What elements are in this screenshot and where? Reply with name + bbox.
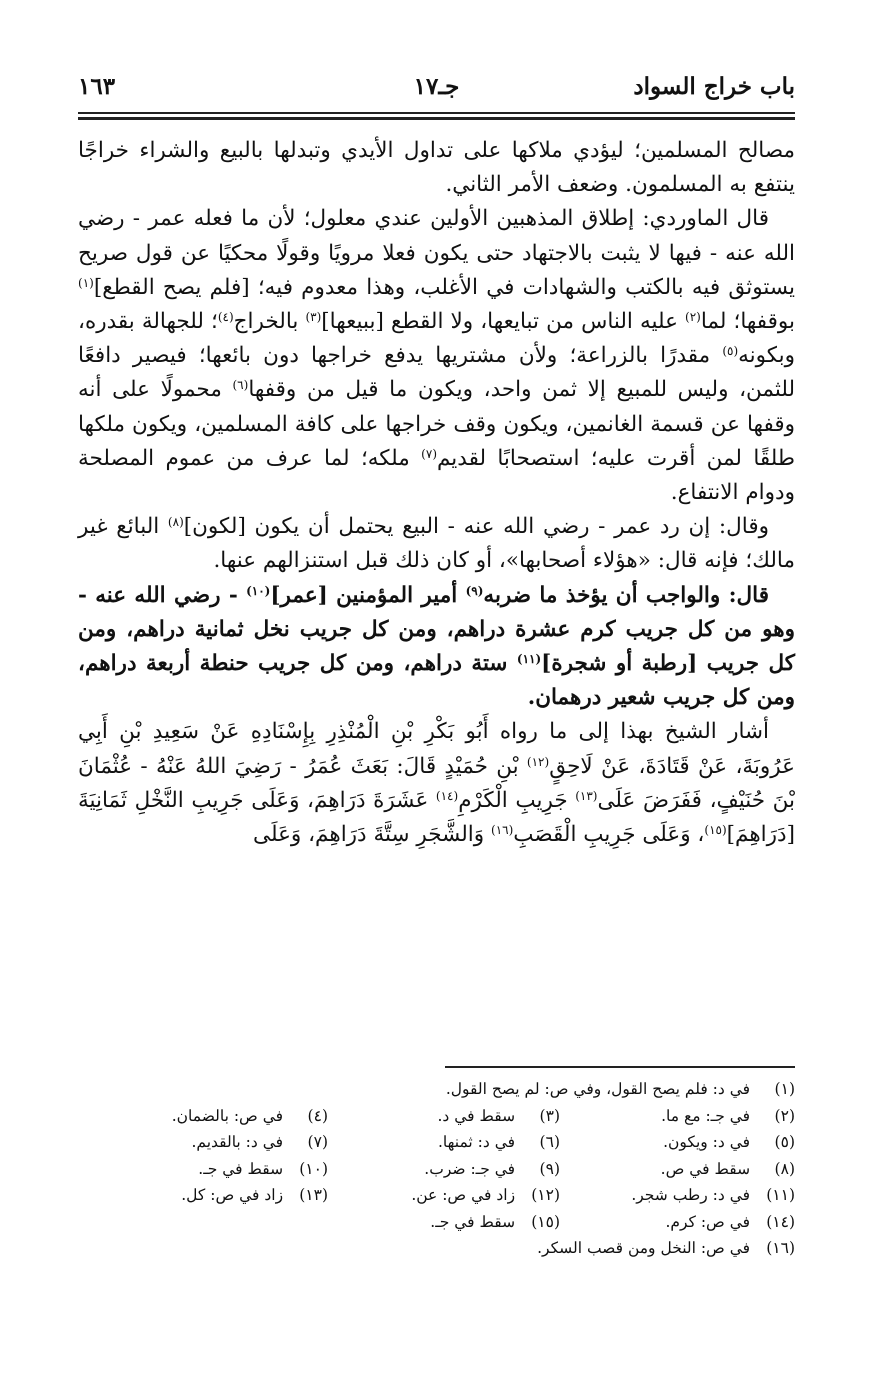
text-run: وَالشَّجَرِ سِتَّةَ دَرَاهِمَ، وَعَلَى	[253, 822, 491, 848]
main-text	[78, 134, 795, 852]
footnote-number: (٨)	[774, 1159, 795, 1178]
footnote-item	[198, 1156, 328, 1183]
footnote-marker: (١٢)	[526, 754, 550, 769]
footnote-number: (١٣)	[299, 1186, 328, 1204]
text-run: البائع غير مالك؛ فإنه قال: «هؤلاء أصحابها»، أو كان ذلك قبل استنزالهم عنها.	[78, 514, 795, 574]
text-run: عَشَرَةَ دَرَاهِمَ، وَعَلَى جَرِيبِ النَّخْلِ ثَمَانِيَةَ [دَرَاهِمَ]	[78, 787, 795, 848]
text-run: وقال: إن رد عمر - رضي الله عنه - البيع يحتمل أن يكون [لكون]	[183, 514, 769, 540]
footnote-item	[328, 1129, 560, 1156]
paragraph-5	[78, 715, 795, 852]
footnote-marker: (٣)	[305, 310, 322, 325]
text-run: بوقفها؛ لما	[700, 309, 796, 335]
text-run: قال: والواجب أن يؤخذ ما ضربه	[483, 582, 769, 608]
footnote-row	[78, 1209, 795, 1236]
footnote-number: (٤)	[307, 1106, 328, 1125]
footnote-row	[78, 1076, 795, 1103]
footnote-text: زاد في ص: عن.	[411, 1186, 516, 1204]
footnote-text: سقط في جـ.	[430, 1212, 516, 1231]
running-header	[78, 68, 795, 104]
text-run: ستة دراهم، ومن كل جريب حنطة أربعة دراهم، ومن كل جريب شعير درهمان.	[78, 651, 795, 711]
footnote-row	[78, 1103, 795, 1130]
text-run: - رضي الله عنه - وهو من كل جريب كرم عشرة دراهم، ومن كل جريب نخل ثمانية دراهم، ومن كل جريب [رطبة أو شجرة]	[78, 582, 795, 677]
footnote-item	[560, 1129, 795, 1156]
footnote-number: (٢)	[774, 1106, 795, 1125]
text-run: عليه الناس من تبايعها، ولا القطع [ببيعها]	[321, 309, 686, 335]
footnote-item	[560, 1103, 795, 1130]
header-rule-thick	[78, 117, 795, 120]
page-number: ١٦٣	[78, 72, 116, 100]
paragraph-4-matn	[78, 579, 795, 716]
footnote-number: (١٥)	[531, 1212, 560, 1231]
footnote-marker: (٥)	[722, 344, 739, 359]
header-rule-thin	[78, 112, 795, 114]
footnote-item	[328, 1209, 560, 1236]
footnote-marker: (١)	[78, 275, 94, 290]
footnote-number: (١)	[774, 1080, 795, 1098]
footnote-item	[537, 1235, 795, 1262]
footnote-item	[181, 1182, 328, 1209]
footnote-item	[560, 1209, 795, 1236]
text-run: جَرِيبِ الْكَرْمِ	[458, 787, 576, 813]
footnote-number: (١٢)	[531, 1186, 560, 1204]
footnote-marker: (١٠)	[246, 583, 271, 598]
footnote-marker: (٩)	[465, 583, 484, 598]
text-run: قال الماوردي: إطلاق المذهبين الأولين عندي معلول؛ لأن ما فعله عمر - رضي الله عنه - فيها لا يثبت بالاجتهاد حتى يكون فعلا مرويًا وقولًا محكيًا عن قول صريح يستوثق فيه بالكتب والشهادات في الأغلب، وهذا معدوم فيه؛ [فلم يصح القطع]	[78, 206, 795, 300]
text-run: مقدرًا بالزراعة؛ ولأن مشتريها يدفع خراجها دون بائعها؛ فيصير دافعًا للثمن، وليس للمبيع إلا ثمن واحد، ويكون ما قيل من وقفها	[78, 343, 796, 403]
footnote-text: زاد في ص: كل.	[181, 1186, 284, 1204]
text-run: أشار الشيخ بهذا إلى ما رواه أَبُو بَكْرِ بْنِ الْمُنْذِرِ بِإِسْنَادِهِ عَنْ سَعِيدِ بْنِ أَبِي عَرُوبَةَ، عَنْ قَتَادَةَ، عَنْ لَاحِقٍ	[78, 719, 795, 779]
footnote-item	[328, 1156, 560, 1183]
volume-label: جـ١٧	[413, 72, 460, 100]
footnote-text: في جـ: ضرب.	[424, 1159, 516, 1178]
footnote-number: (١٦)	[766, 1239, 795, 1257]
paragraph-1: مصالح المسلمين؛ ليؤدي ملاكها على تداول الأيدي وتبدلها بالبيع والشراء خراجًا ينتفع به المسلمون. وضعف الأمر الثاني.	[78, 138, 795, 198]
footnote-number: (٧)	[307, 1133, 328, 1151]
footnote-text: في ص: كرم.	[665, 1212, 751, 1231]
footnote-marker: (١١)	[516, 652, 542, 667]
footnote-marker: (٢)	[685, 310, 701, 325]
footnote-item	[328, 1103, 560, 1130]
text-run: ملكه؛ لما عرف من عموم المصلحة ودوام الانتفاع.	[78, 445, 795, 506]
footnote-text: في د: فلم يصح القول، وفي ص: لم يصح القول.	[445, 1080, 751, 1098]
text-run: بالخراج	[233, 309, 306, 335]
footnote-text: في د: ويكون.	[663, 1133, 751, 1151]
footnote-text: في د: بالقديم.	[191, 1133, 284, 1151]
footnote-text: في ص: النخل ومن قصب السكر.	[537, 1239, 751, 1257]
footnote-text: سقط في جـ.	[198, 1159, 284, 1178]
footnote-text: سقط في ص.	[660, 1159, 751, 1178]
text-run: أمير المؤمنين [عمر]	[270, 582, 466, 608]
text-run: ، وَعَلَى جَرِيبِ الْقَصَبِ	[513, 822, 705, 848]
text-run: محمولًا على أنه وقفها عن قسمة الغانمين، ويكون وقف خراجها على كافة المسلمين، ويكون ملكها طلقًا لمن أقرت عليه؛ استصحابًا لقديم	[78, 377, 795, 471]
footnote-item	[191, 1129, 328, 1156]
footnote-row	[78, 1156, 795, 1183]
footnote-number: (٣)	[539, 1106, 560, 1125]
footnote-number: (١١)	[766, 1186, 795, 1204]
footnote-separator	[445, 1066, 795, 1068]
footnote-marker: (١٤)	[435, 788, 459, 803]
footnote-text: سقط في د.	[437, 1106, 516, 1125]
footnote-number: (٩)	[539, 1159, 560, 1178]
paragraph-3	[78, 510, 795, 578]
footnote-text: في جـ: مع ما.	[661, 1106, 751, 1125]
footnote-text: في د: ثمنها.	[438, 1133, 516, 1151]
footnote-number: (٥)	[774, 1133, 795, 1151]
footnote-item	[172, 1103, 328, 1130]
footnote-marker: (١٣)	[575, 788, 598, 803]
footnote-item	[560, 1156, 795, 1183]
footnote-item	[560, 1182, 795, 1209]
footnote-number: (١٠)	[299, 1159, 328, 1178]
footnote-marker: (١٦)	[491, 823, 514, 838]
footnote-item	[328, 1182, 560, 1209]
footnote-row	[78, 1235, 795, 1262]
footnote-text: في د: رطب شجر.	[631, 1186, 751, 1204]
footnote-marker: (٨)	[167, 515, 184, 530]
footnote-item	[446, 1076, 795, 1103]
footnote-text: في ص: بالضمان.	[171, 1106, 284, 1125]
footnote-marker: (٤)	[217, 310, 234, 325]
footnotes	[78, 1076, 795, 1262]
text-run: بْنِ حُمَيْدٍ قَالَ: بَعَثَ عُمَرُ - رَضِيَ اللهُ عَنْهُ - عُثْمَانَ بْنَ حُنَيْفٍ، فَفَرَضَ عَلَى	[78, 753, 795, 813]
footnote-number: (٦)	[539, 1133, 560, 1151]
footnote-row	[78, 1129, 795, 1156]
footnote-marker: (٧)	[421, 446, 437, 461]
footnote-marker: (١٥)	[704, 823, 727, 838]
footnote-marker: (٦)	[232, 378, 249, 393]
footnote-row	[78, 1182, 795, 1209]
text-run: ؛ للجهالة بقدره، وبكونه	[78, 309, 795, 369]
paragraph-2	[78, 202, 795, 510]
footnote-number: (١٤)	[766, 1212, 795, 1231]
chapter-title: باب خراج السواد	[633, 72, 795, 100]
